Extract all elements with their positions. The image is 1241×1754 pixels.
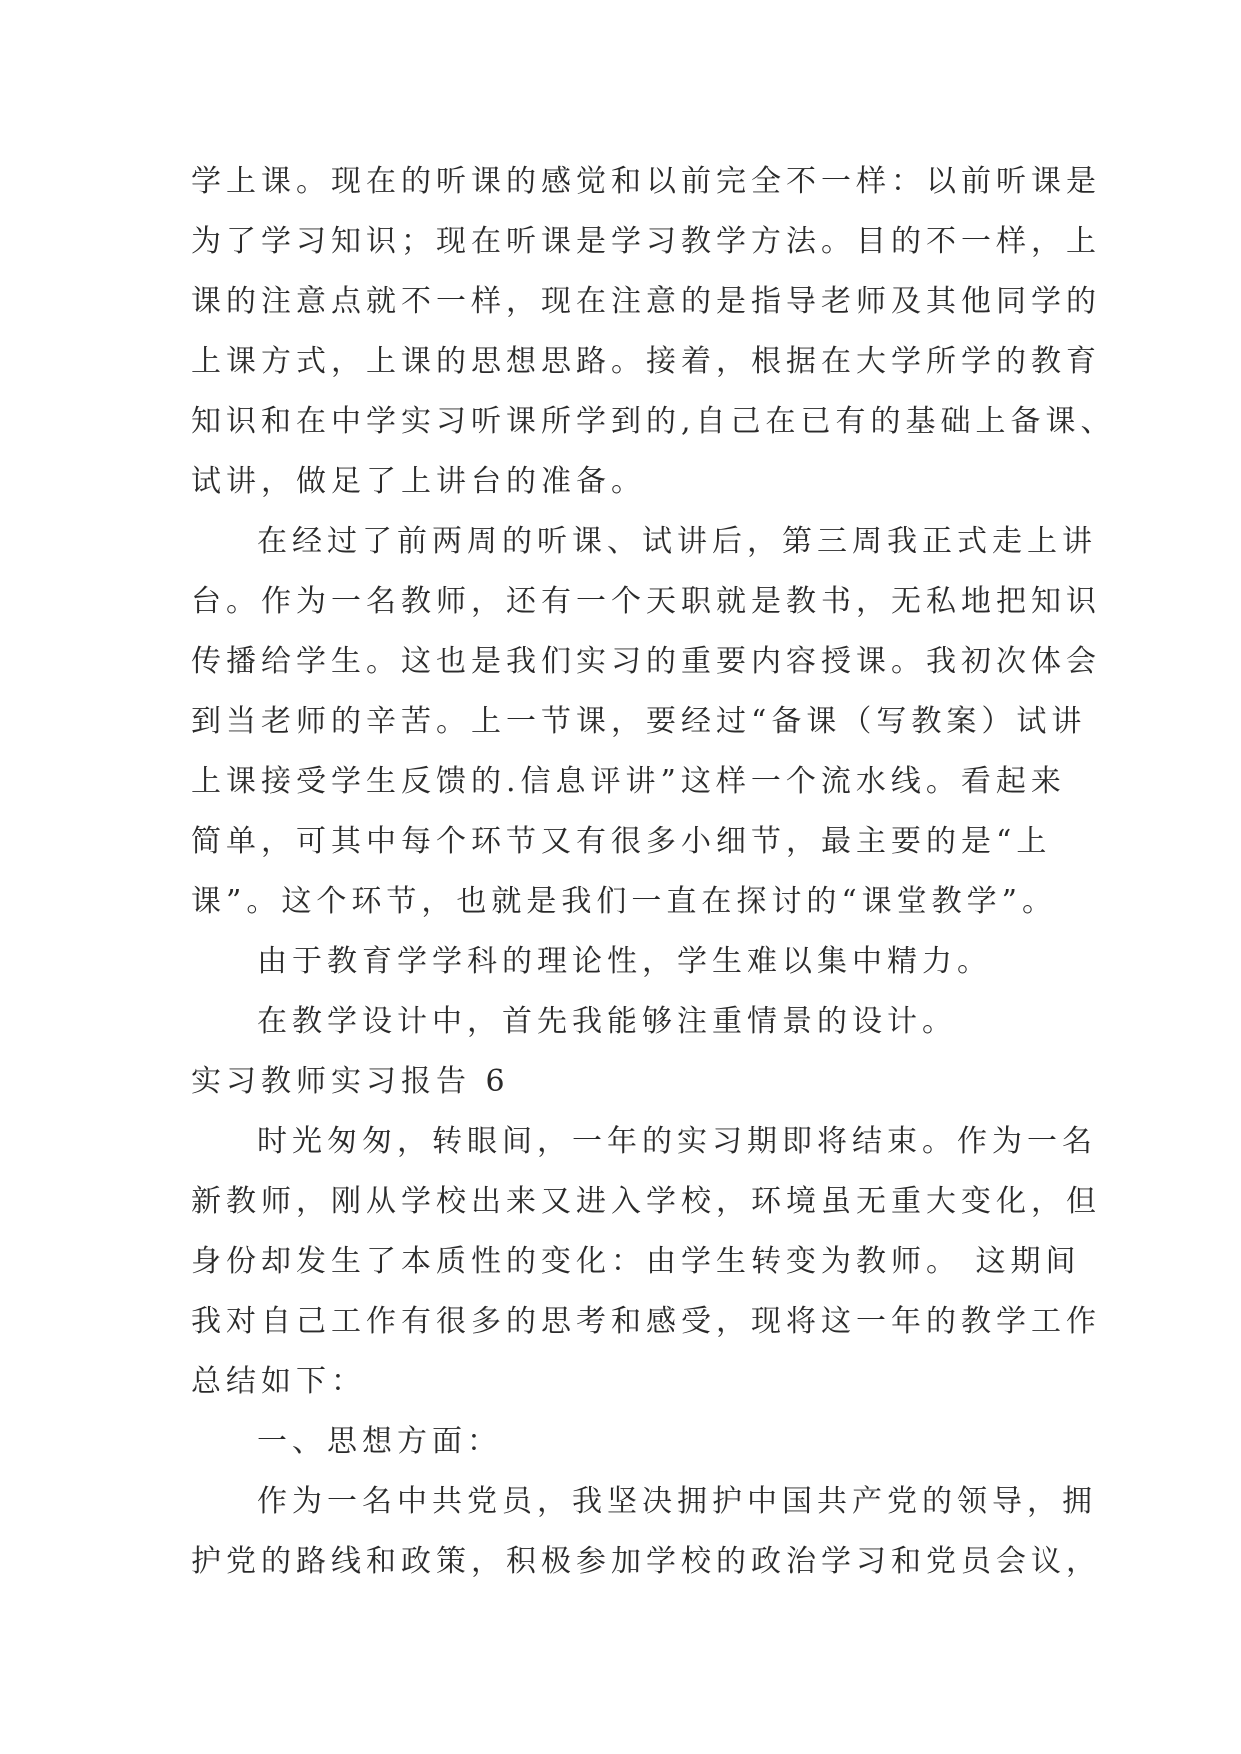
text-line: 学上课。现在的听课的感觉和以前完全不一样：以前听课是 bbox=[191, 164, 1101, 199]
text-line: 身份却发生了本质性的变化：由学生转变为教师。 这期间 bbox=[191, 1244, 1081, 1279]
paragraph-start-line: 在教学设计中，首先我能够注重情景的设计。 bbox=[257, 1004, 957, 1039]
subsection-heading: 一、思想方面： bbox=[257, 1424, 502, 1459]
text-line: 新教师，刚从学校出来又进入学校，环境虽无重大变化，但 bbox=[191, 1184, 1101, 1219]
text-line: 上课方式，上课的思想思路。接着，根据在大学所学的教育 bbox=[191, 344, 1101, 379]
section-heading: 实习教师实习报告 6 bbox=[191, 1064, 510, 1099]
text-line: 台。作为一名教师，还有一个天职就是教书，无私地把知识 bbox=[191, 584, 1101, 619]
paragraph-start-line: 由于教育学学科的理论性，学生难以集中精力。 bbox=[257, 944, 992, 979]
text-line: 知识和在中学实习听课所学到的,自己在已有的基础上备课、 bbox=[191, 404, 1116, 439]
paragraph-start-line: 时光匆匆，转眼间，一年的实习期即将结束。作为一名 bbox=[257, 1124, 1097, 1159]
text-line: 试讲，做足了上讲台的准备。 bbox=[191, 464, 646, 499]
text-line: 传播给学生。这也是我们实习的重要内容授课。我初次体会 bbox=[191, 644, 1101, 679]
text-line: 总结如下： bbox=[191, 1364, 366, 1399]
text-line: 课的注意点就不一样，现在注意的是指导老师及其他同学的 bbox=[191, 284, 1101, 319]
document-body bbox=[191, 152, 1116, 1592]
text-line: 为了学习知识；现在听课是学习教学方法。目的不一样，上 bbox=[191, 224, 1101, 259]
text-line: 上课接受学生反馈的.信息评讲”这样一个流水线。看起来 bbox=[191, 764, 1066, 799]
paragraph-start-line: 在经过了前两周的听课、试讲后，第三周我正式走上讲 bbox=[257, 524, 1097, 559]
text-line: 护党的路线和政策，积极参加学校的政治学习和党员会议， bbox=[191, 1544, 1101, 1579]
text-line: 课”。这个环节，也就是我们一直在探讨的“课堂教学”。 bbox=[191, 884, 1058, 919]
text-line: 到当老师的辛苦。上一节课，要经过“备课（写教案）试讲 bbox=[191, 704, 1087, 739]
text-line: 我对自己工作有很多的思考和感受，现将这一年的教学工作 bbox=[191, 1304, 1101, 1339]
text-line: 简单，可其中每个环节又有很多小细节，最主要的是“上 bbox=[191, 824, 1052, 859]
paragraph-start-line: 作为一名中共党员，我坚决拥护中国共产党的领导，拥 bbox=[257, 1484, 1097, 1519]
